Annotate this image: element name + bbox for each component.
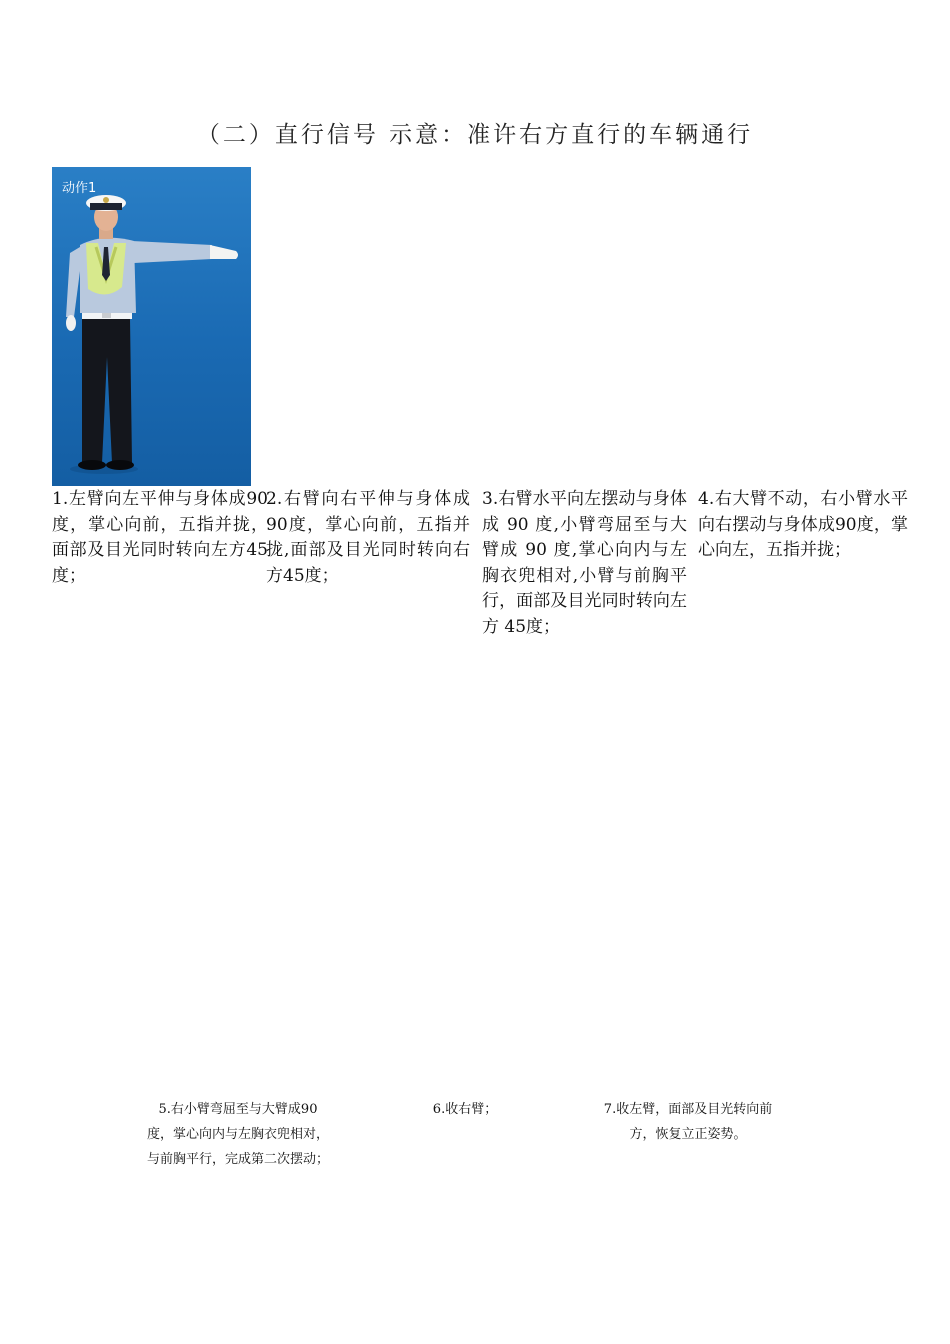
step-3-text: 3.右臂水平向左摆动与身体成 90 度,小臂弯屈至与大臂成 90 度,掌心向内与左胸衣兜相对,小臂与前胸平行，面部及目光同时转向左方 45度； xyxy=(482,489,687,637)
step-4-text: 4.右大臂不动，右小臂水平向右摆动与身体成90度，掌心向左，五指并拢； xyxy=(698,489,908,560)
step-2-text: 2.右臂向右平伸与身体成90度，掌心向前，五指并拢,面部及目光同时转向右方45度； xyxy=(266,489,470,586)
step-7-text: 7.收左臂，面部及目光转向前方，恢复立正姿势。 xyxy=(603,1102,773,1142)
page-title: （二）直行信号 示意：准许右方直行的车辆通行 xyxy=(196,122,754,148)
photo-caption: 动作1 xyxy=(62,181,97,196)
traffic-police-photo xyxy=(52,167,251,486)
step-1-text: 1.左臂向左平伸与身体成90度，掌心向前，五指并拢，面部及目光同时转向左方45度； xyxy=(52,489,268,586)
police-officer-illustration xyxy=(52,167,251,486)
step-6-text: 6.收右臂； xyxy=(432,1102,498,1117)
step-5-text: 5.右小臂弯屈至与大臂成90度，掌心向内与左胸衣兜相对，与前胸平行，完成第二次摆动； xyxy=(146,1102,329,1167)
